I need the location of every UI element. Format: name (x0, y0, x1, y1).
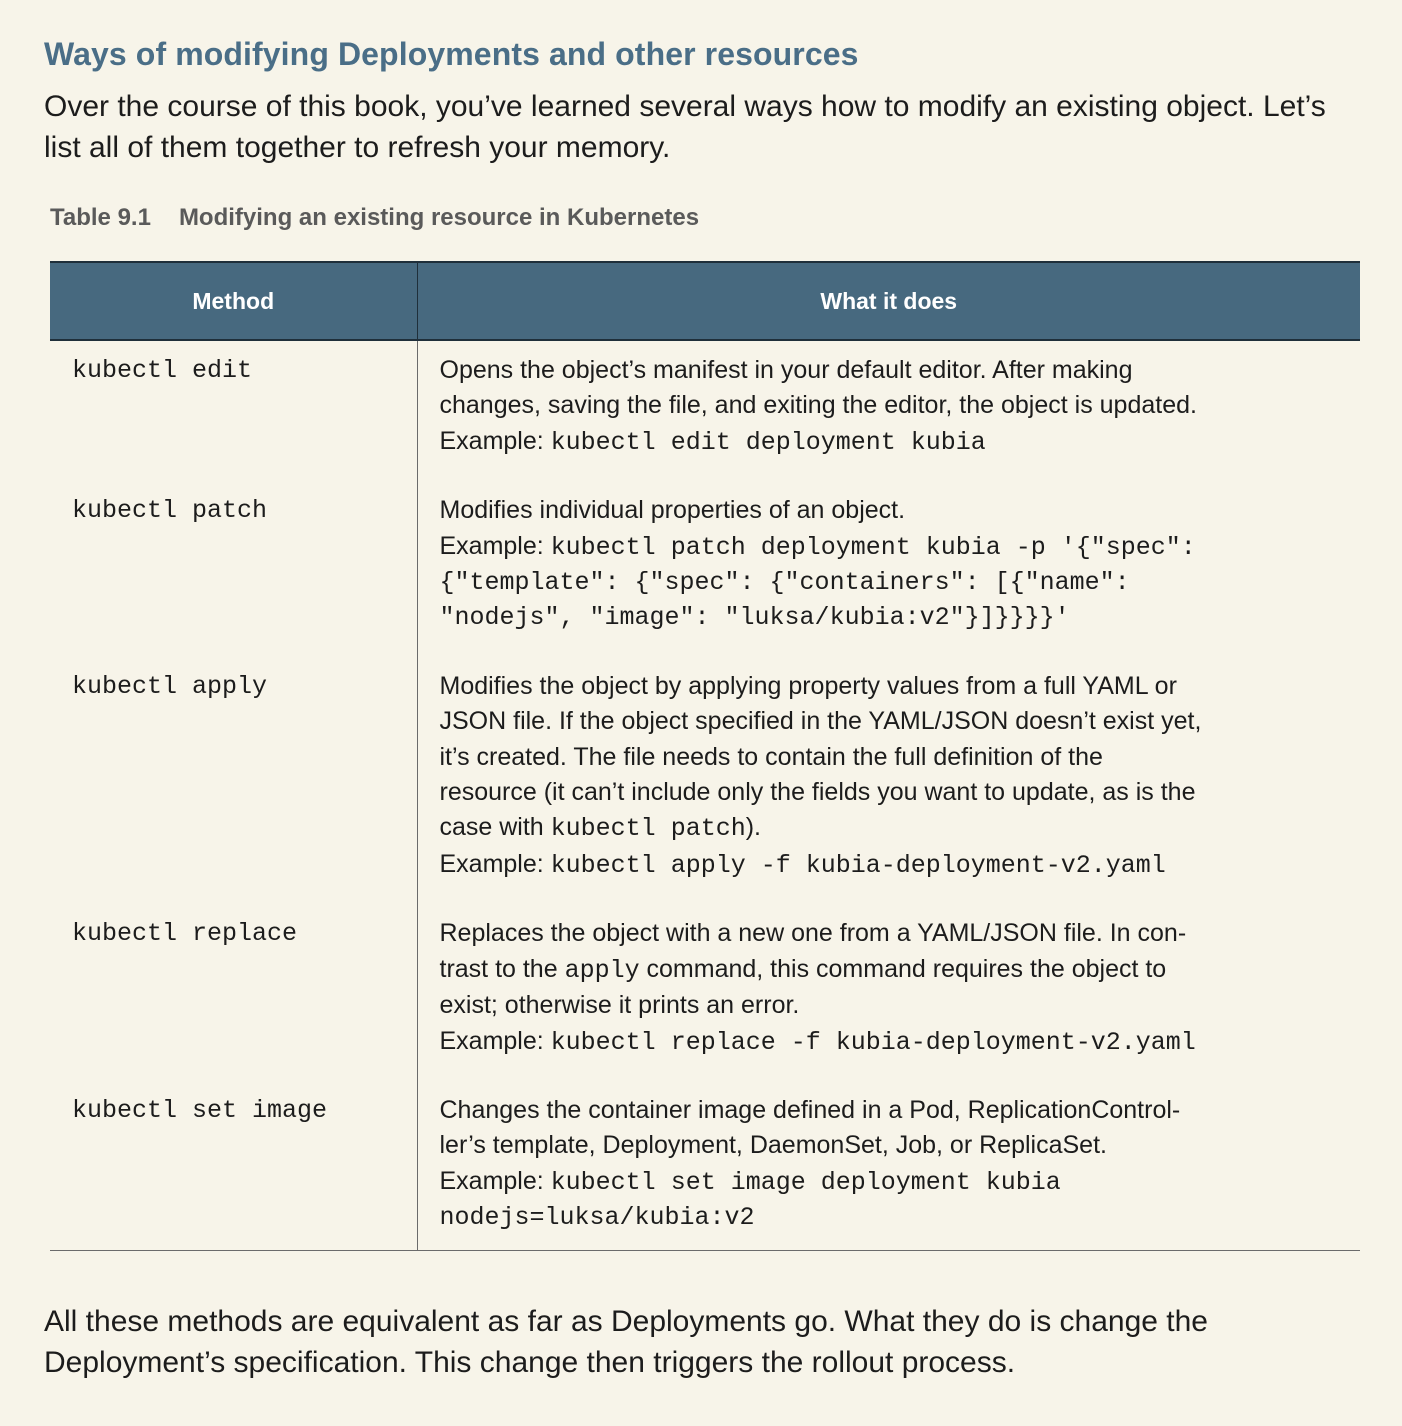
method-cell: kubectl patch (50, 482, 417, 658)
method-cell: kubectl edit (50, 340, 417, 482)
modification-methods-table (50, 261, 1360, 1251)
section-heading: Ways of modifying Deployments and other resources (44, 36, 859, 72)
inline-code: apply (564, 955, 640, 985)
description-line (440, 810, 1347, 846)
example-line (440, 529, 1347, 565)
description-line: exist; otherwise it prints an error. (439, 991, 800, 1020)
description-line: changes, saving the file, and exiting the editor, the object is updated. (439, 391, 1197, 420)
example-code: kubectl set image deployment kubia (550, 1167, 1061, 1197)
description-line: Changes the container image defined in a Pod, ReplicationControl- (439, 1095, 1181, 1124)
description-line: Replaces the object with a new one from a YAML/JSON file. In con- (439, 919, 1187, 948)
description-text: command, this command requires the object to (639, 954, 1167, 983)
example-label: Example: (439, 1166, 551, 1195)
example-code: kubectl replace -f kubia-deployment-v2.yaml (550, 1027, 1196, 1057)
description-line: Modifies individual properties of an object. (439, 496, 906, 525)
description-line: resource (it can’t include only the fields you want to update, as is the (439, 778, 1196, 807)
table-row (50, 905, 1360, 1082)
example-label: Example: (439, 426, 551, 455)
example-code: kubectl apply -f kubia-deployment-v2.yaml (550, 850, 1166, 880)
example-label: Example: (439, 849, 551, 878)
example-label: Example: (439, 531, 551, 560)
table-row (50, 482, 1360, 658)
example-label: Example: (439, 1026, 551, 1055)
description-cell (417, 482, 1360, 658)
example-code: kubectl patch deployment kubia -p '{"spec": (550, 532, 1196, 562)
description-line: Opens the object’s manifest in your default editor. After making (439, 356, 1133, 384)
description-line: ler’s template, Deployment, DaemonSet, Job, or ReplicaSet. (439, 1131, 1107, 1160)
description-line: Modifies the object by applying property values from a full YAML or (439, 671, 1177, 700)
inline-code: kubectl patch (550, 814, 746, 844)
description-line: JSON file. If the object specified in the YAML/JSON doesn’t exist yet, (439, 707, 1202, 736)
example-line (440, 847, 1347, 883)
table-caption-number: Table 9.1 (50, 204, 151, 231)
table-caption (50, 204, 699, 232)
description-line (440, 952, 1347, 988)
column-header-method: Method (50, 262, 417, 340)
description-cell (417, 905, 1360, 1082)
closing-paragraph: All these methods are equivalent as far as Deployments go. What they do is change the Deployment’s specification. This change then triggers the rollout process. (44, 1305, 1208, 1379)
method-cell: kubectl apply (50, 658, 417, 905)
example-line (440, 424, 1347, 460)
table-row (50, 340, 1360, 482)
description-text: trast to the (439, 954, 565, 983)
intro-paragraph: Over the course of this book, you’ve learned several ways how to modify an existing object. Let’s list all of them together to refresh your memory. (44, 90, 1326, 164)
table-caption-title: Modifying an existing resource in Kubernetes (178, 204, 700, 231)
table-row (50, 658, 1360, 905)
method-cell: kubectl replace (50, 905, 417, 1082)
example-code-continuation: nodejs=luksa/kubia:v2 (439, 1203, 755, 1233)
description-line: it’s created. The file needs to contain the full definition of the (439, 742, 1103, 771)
example-line (440, 1024, 1347, 1060)
column-header-what-it-does: What it does (417, 262, 1360, 340)
description-cell (417, 658, 1360, 905)
example-code: kubectl edit deployment kubia (550, 427, 986, 457)
description-text: ). (745, 813, 761, 842)
table-row (50, 1082, 1360, 1250)
method-cell: kubectl set image (50, 1082, 417, 1250)
description-cell (417, 340, 1360, 482)
example-code-continuation: {"template": {"spec": {"containers": [{"name": (439, 568, 1130, 598)
example-line (440, 1164, 1347, 1200)
table-header-row (50, 262, 1360, 340)
description-cell (417, 1082, 1360, 1250)
example-code-continuation: "nodejs", "image": "luksa/kubia:v2"}]}}}}' (439, 603, 1070, 633)
description-text: case with (439, 813, 551, 842)
